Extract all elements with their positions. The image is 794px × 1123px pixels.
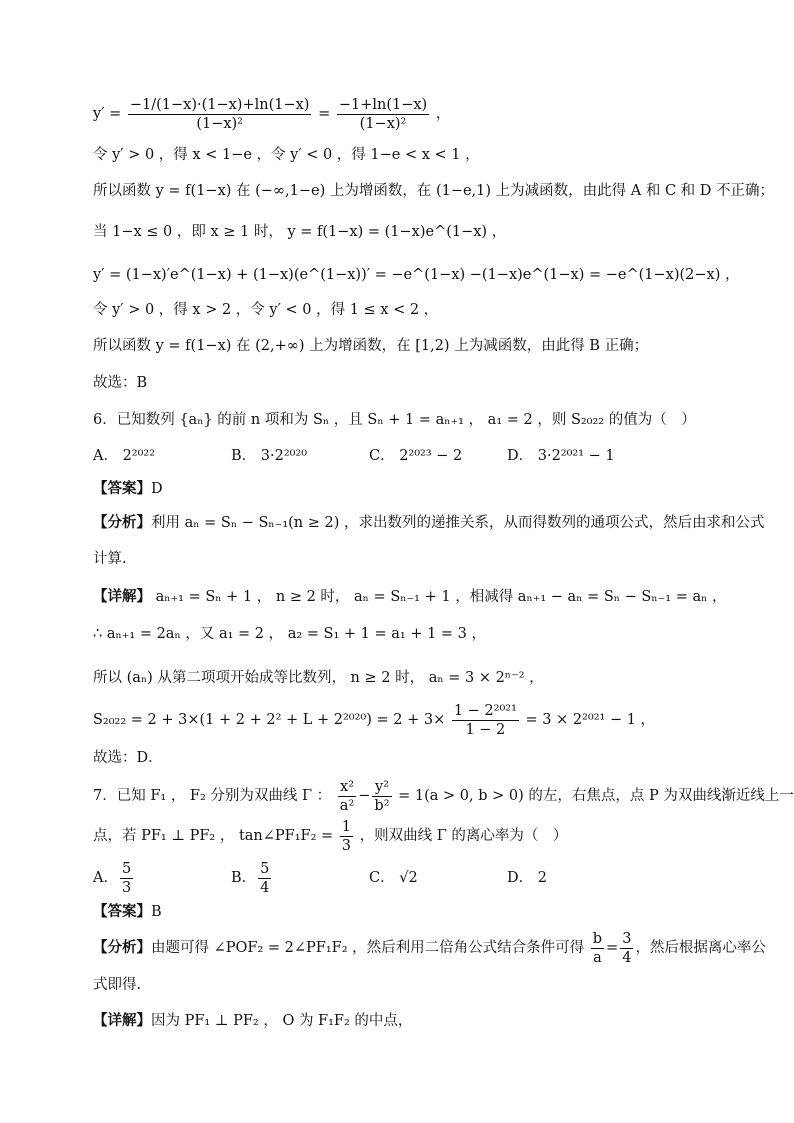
text-span: = (606, 940, 619, 956)
fraction-denominator: 3 (341, 837, 352, 854)
text-line: ∴ aₙ₊₁ = 2aₙ ，又 a₁ = 2 ， a₂ = S₁ + 1 = a₁ + 1 = 3 ， (93, 626, 487, 642)
fraction (120, 860, 133, 897)
text-span: = (318, 106, 331, 122)
fraction (372, 778, 391, 815)
option-b: B． 3·2²⁰²⁰ (231, 448, 308, 464)
text-span: 7．已知 F₁ ， F₂ 分别为双曲线 Γ ： (93, 788, 332, 804)
fraction-numerator: 1 (341, 818, 352, 835)
text-span: y′ = (93, 106, 122, 122)
question-7-analysis (93, 926, 766, 970)
option-b (231, 856, 369, 900)
question-7-options (93, 856, 713, 900)
fraction-numerator: 3 (622, 930, 632, 947)
text-span: 由题可得 ∠POF₂ = 2∠PF₁F₂ ，然后利用二倍角公式结合条件可得 (151, 940, 585, 956)
analysis-tag: 【分析】 (93, 939, 151, 956)
fraction-numerator: 5 (260, 860, 270, 877)
fraction (591, 930, 604, 967)
fraction-denominator: 4 (260, 879, 270, 896)
question-6-answer (93, 479, 713, 499)
fraction (128, 96, 312, 133)
analysis-tag: 【分析】 (93, 514, 151, 531)
fraction-numerator: x² (338, 778, 356, 797)
fraction (452, 702, 519, 739)
text-line: 故选：D． (93, 750, 163, 766)
text-span: ， (435, 106, 451, 122)
text-span: ，然后根据离心率公 (635, 940, 766, 956)
text-line: 所以函数 y = f(1−x) 在 (−∞,1−e) 上为增函数，在 (1−e,1) 上为减函数，由此得 A 和 C 和 D 不正确； (93, 183, 775, 199)
question-7-line-2 (93, 814, 713, 858)
question-7-answer (93, 902, 713, 922)
fraction-numerator: −1/(1−x)·(1−x)+ln(1−x) (129, 96, 310, 113)
text-line: 故选：B (93, 375, 148, 391)
derivative-line-1 (93, 92, 713, 136)
text-span: − (358, 788, 371, 804)
option-d: D． 3·2²⁰²¹ − 1 (507, 448, 615, 464)
answer-value: B (151, 904, 162, 920)
analysis-text: 利用 aₙ = Sₙ − Sₙ₋₁(n ≥ 2) ，求出数列的递推关系，从而得数列的通项公式，然后由求和公式 (151, 515, 765, 531)
fraction-denominator: 1 − 2 (465, 721, 506, 738)
fraction-numerator: 1 − 2²⁰²¹ (453, 702, 517, 719)
fraction (340, 818, 353, 855)
answer-value: D (151, 481, 163, 497)
text-line: 计算. (93, 551, 127, 567)
fraction-numerator: b (592, 930, 603, 947)
question-6-analysis (93, 513, 765, 533)
text-line: y′ = (1−x)′e^(1−x) + (1−x)(e^(1−x))′ = −e^(1−x) −(1−x)e^(1−x) = −e^(1−x)(2−x) ， (93, 267, 740, 283)
fraction-numerator: −1+ln(1−x) (338, 96, 428, 113)
option-d: D． 2 (507, 870, 547, 886)
fraction (338, 778, 356, 815)
fraction-denominator: b² (374, 797, 390, 814)
fraction (620, 930, 633, 967)
text-span: = 3 × 2²⁰²¹ − 1 ， (525, 712, 656, 728)
detail-tag: 【详解】 (93, 588, 151, 605)
text-span: = 1(a > 0, b > 0) 的左，右焦点，点 P 为双曲线渐近线上一 (398, 788, 794, 804)
question-7-line-1 (93, 774, 794, 818)
fraction-denominator: (1−x)² (196, 115, 243, 132)
fraction-numerator: 5 (121, 860, 132, 877)
text-line: 令 y′ > 0 ，得 x > 2 ，令 y′ < 0 ，得 1 ≤ x < 2 ， (93, 302, 439, 318)
text-span: 点，若 PF₁ ⊥ PF₂ ， tan∠PF₁F₂ = (93, 828, 334, 844)
question-7-detail (93, 1011, 713, 1031)
option-a (93, 856, 231, 900)
detail-text: 因为 PF₁ ⊥ PF₂ ， O 为 F₁F₂ 的中点， (151, 1013, 413, 1029)
fraction-denominator: a (593, 949, 602, 966)
fraction-denominator: 4 (622, 949, 632, 966)
answer-tag: 【答案】 (93, 480, 151, 497)
question-6-detail (93, 587, 727, 607)
option-label: A． (93, 870, 118, 886)
text-line: 令 y′ > 0 ，得 x < 1−e ，令 y′ < 0 ，得 1−e < x < 1 ， (93, 147, 480, 163)
option-c: C． 2²⁰²³ − 2 (369, 448, 463, 464)
fraction (337, 96, 429, 133)
sum-formula-line (93, 698, 713, 742)
fraction-denominator: (1−x)² (359, 115, 407, 132)
option-c: C． √2 (369, 870, 418, 886)
option-label: B． (231, 870, 257, 886)
question-6-options (93, 446, 713, 466)
fraction (258, 860, 271, 897)
text-line: 式即得. (93, 977, 142, 993)
detail-text: aₙ₊₁ = Sₙ + 1 ， n ≥ 2 时， aₙ = Sₙ₋₁ + 1 ，相减得 aₙ₊₁ − aₙ = Sₙ − Sₙ₋₁ = aₙ ， (151, 589, 727, 605)
text-span: ，则双曲线 Γ 的离心率为（ ） (359, 828, 568, 844)
text-line: 当 1−x ≤ 0 ，即 x ≥ 1 时， y = f(1−x) = (1−x)e^(1−x) ， (93, 224, 507, 240)
detail-tag: 【详解】 (93, 1012, 151, 1029)
text-line: 所以函数 y = f(1−x) 在 (2,+∞) 上为增函数，在 [1,2) 上为减函数，由此得 B 正确； (93, 338, 649, 354)
text-span: S₂₀₂₂ = 2 + 3×(1 + 2 + 2² + L + 2²⁰²⁰) = 2 + 3× (93, 712, 446, 728)
question-6: 6．已知数列 {aₙ} 的前 n 项和为 Sₙ ，且 Sₙ + 1 = aₙ₊₁ ， a₁ = 2 ，则 S₂₀₂₂ 的值为（ ） (93, 412, 696, 428)
fraction-denominator: a² (339, 797, 355, 814)
fraction-denominator: 3 (121, 879, 132, 896)
text-line: 所以 (aₙ) 从第二项项开始成等比数列， n ≥ 2 时， aₙ = 3 × 2ⁿ⁻² ， (93, 670, 544, 686)
fraction-numerator: y² (372, 778, 391, 797)
answer-tag: 【答案】 (93, 903, 151, 920)
option-a: A． 2²⁰²² (93, 448, 156, 464)
